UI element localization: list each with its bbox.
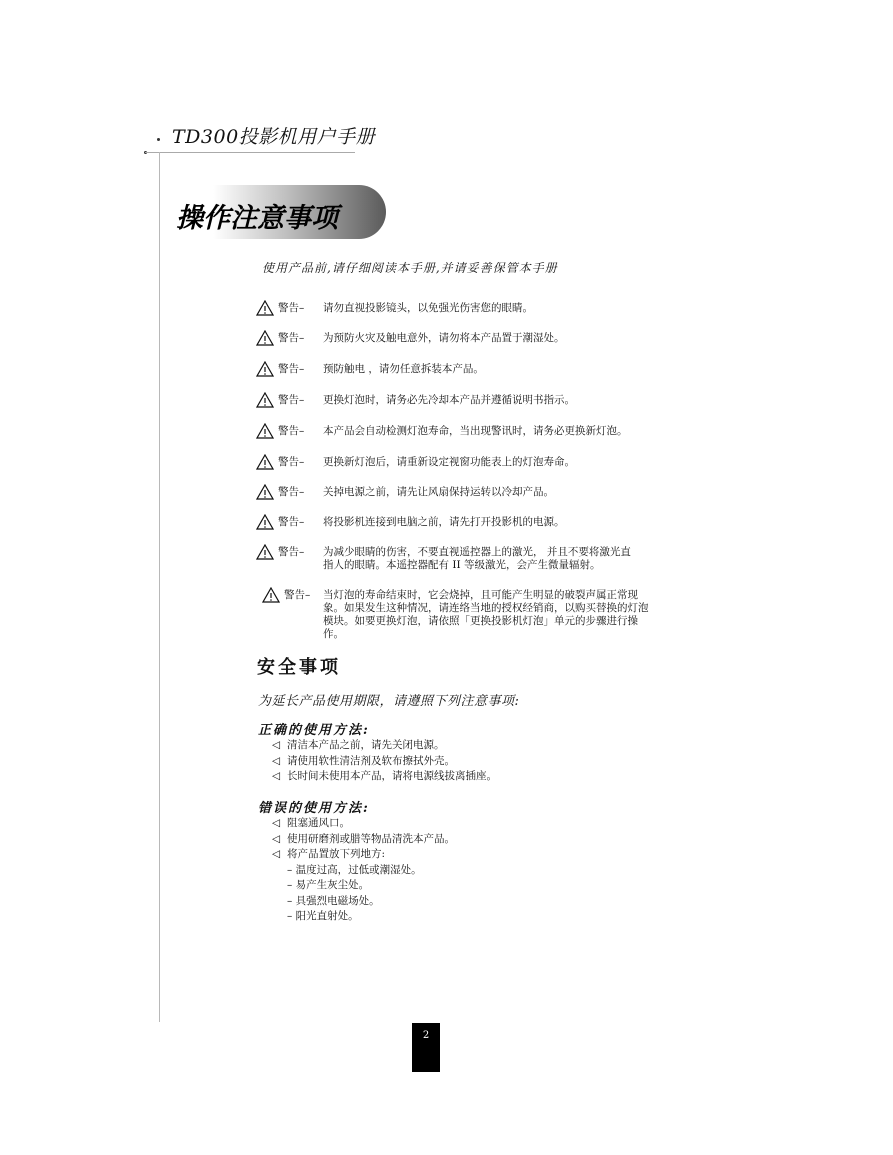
- margin-rule: [159, 152, 160, 1022]
- warning-text: 更换新灯泡后，请重新设定视窗功能表上的灯泡寿命。: [323, 456, 575, 468]
- manual-title: TD300投影机用户手册: [172, 126, 376, 148]
- warning-icon: [256, 392, 274, 408]
- warning-label: 警告–: [278, 394, 305, 406]
- warning-label: 警告–: [278, 332, 305, 344]
- warning-label: 警告–: [278, 456, 305, 468]
- list-item: ◁ 使用研磨剂或腊等物品清洗本产品。: [272, 832, 455, 848]
- safety-heading: 安全事项: [257, 657, 341, 678]
- warning-label: 警告–: [284, 589, 311, 601]
- list-item: ◁ 阻塞通风口。: [272, 816, 455, 832]
- warning-label: 警告–: [278, 486, 305, 498]
- bullet-icon: ◁: [272, 739, 281, 751]
- warning-text: 为减少眼睛的伤害，不要直视遥控器上的激光， 并且不要将激光直指人的眼睛。本遥控器配有 II 等级激光，会产生微量辐射。: [323, 546, 631, 571]
- warning-icon: [256, 300, 274, 316]
- intro-text: 使用产品前,请仔细阅读本手册,并请妥善保管本手册: [262, 261, 558, 275]
- section-title: 操作注意事项: [176, 203, 338, 234]
- warning-label: 警告–: [278, 363, 305, 375]
- warning-icon: [256, 484, 274, 500]
- warning-icon: [256, 514, 274, 530]
- correct-usage-heading: 正确的使用方法:: [258, 723, 370, 738]
- list-item: ◁ 长时间未使用本产品，请将电源线拔离插座。: [272, 769, 497, 785]
- bullet-icon: ◁: [272, 754, 281, 767]
- list-item: ◁ 请使用软性清洁剂及软布擦拭外壳。: [272, 754, 497, 770]
- warning-text: 请勿直视投影镜头，以免强光伤害您的眼睛。: [323, 302, 533, 314]
- warning-text: 将投影机连接到电脑之前，请先打开投影机的电源。: [323, 516, 565, 528]
- warning-icon: [256, 454, 274, 470]
- bullet-icon: ◁: [272, 770, 281, 782]
- warning-label: 警告–: [278, 302, 305, 314]
- warning-label: 警告–: [278, 516, 305, 528]
- sub-list-item: – 易产生灰尘处。: [287, 879, 370, 891]
- bullet-icon: ◁: [272, 848, 281, 860]
- decor-dot: [157, 138, 160, 141]
- bullet-icon: ◁: [272, 817, 281, 829]
- page-number: 2: [422, 1030, 430, 1041]
- safety-subtitle: 为延长产品使用期限，请遵照下列注意事项:: [258, 694, 520, 709]
- wrong-usage-heading: 错误的使用方法:: [258, 801, 370, 816]
- warning-icon: [256, 330, 274, 346]
- warning-text: 当灯泡的寿命结束时，它会烧掉，且可能产生明显的破裂声属正常现象。如果发生这种情况，请连络当地的授权经销商，以购买替换的灯泡模块。如要更换灯泡，请依照「更换投影机灯泡」单元的步骤进行操作。: [323, 589, 649, 640]
- wrong-usage-list: [272, 816, 455, 925]
- warning-icon: [256, 423, 274, 439]
- warning-icon: [262, 587, 280, 603]
- list-item: ◁ 清洁本产品之前，请先关闭电源。: [272, 738, 497, 754]
- warning-text: 更换灯泡时，请务必先冷却本产品并遵循说明书指示。: [323, 394, 575, 406]
- sub-list-item: – 阳光直射处。: [287, 910, 359, 922]
- sub-list-item: – 具强烈电磁场处。: [287, 894, 380, 907]
- sub-list-item: – 温度过高，过低或潮湿处。: [287, 863, 422, 876]
- warning-label: 警告–: [278, 546, 305, 558]
- warning-text: 本产品会自动检测灯泡寿命，当出现警讯时，请务必更换新灯泡。: [323, 425, 628, 437]
- warning-icon: [256, 544, 274, 560]
- warning-text: 为预防火灾及触电意外，请勿将本产品置于潮湿处。: [323, 332, 565, 344]
- correct-usage-list: [272, 738, 497, 785]
- bullet-icon: ◁: [272, 832, 281, 845]
- warning-icon: [256, 361, 274, 377]
- warning-text: 关掉电源之前，请先让风扇保持运转以冷却产品。: [323, 486, 554, 498]
- warning-label: 警告–: [278, 425, 305, 437]
- warning-text: 预防触电 ，请勿任意拆装本产品。: [323, 363, 484, 375]
- list-item: ◁ 将产品置放下列地方:: [272, 847, 455, 863]
- header-rule: [145, 152, 355, 153]
